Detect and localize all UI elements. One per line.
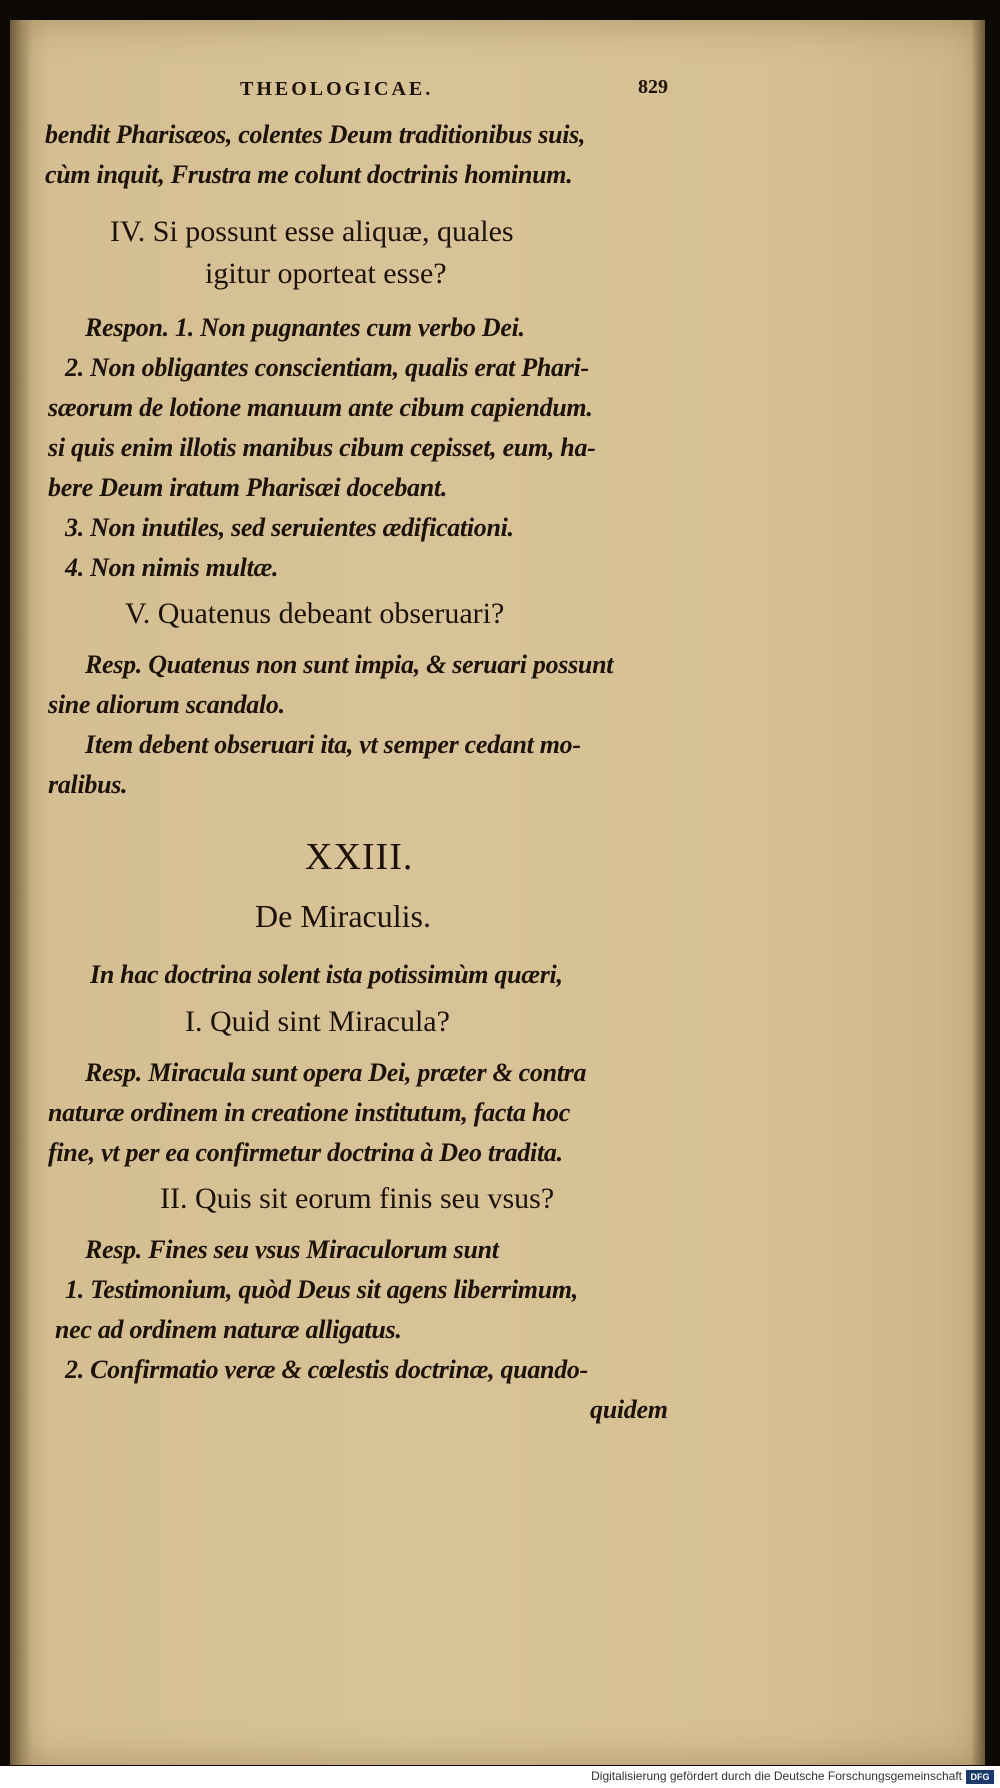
- text-line: 2. Non obligantes conscientiam, qualis erat Phari-: [65, 353, 589, 382]
- text-line: cùm inquit, Frustra me colunt doctrinis hominum.: [45, 160, 573, 189]
- text-line: 4. Non nimis multæ.: [65, 553, 279, 582]
- text-line: bendit Pharisæos, colentes Deum traditionibus suis,: [45, 120, 586, 149]
- text-line: fine, vt per ea confirmetur doctrina à Deo tradita.: [48, 1138, 563, 1167]
- text-line: 2. Confirmatio veræ & cœlestis doctrinæ, quando-: [65, 1355, 588, 1384]
- scan-border: [0, 0, 1000, 22]
- text-line: bere Deum iratum Pharisæi docebant.: [48, 473, 448, 502]
- page-number: 829: [638, 76, 668, 98]
- text-line: Item debent obseruari ita, vt semper cedant mo-: [85, 730, 581, 759]
- running-head: THEOLOGICAE.: [240, 78, 434, 100]
- page-edge-shadow: [971, 20, 985, 1765]
- text-line: 3. Non inutiles, sed seruientes ædificationi.: [65, 513, 514, 542]
- text-line: sæorum de lotione manuum ante cibum capiendum.: [48, 393, 593, 422]
- text-line: naturæ ordinem in creatione institutum, facta hoc: [48, 1098, 570, 1127]
- text-line: si quis enim illotis manibus cibum cepisset, eum, ha-: [48, 433, 596, 462]
- book-page: [10, 20, 985, 1765]
- question-heading: igitur oporteat esse?: [205, 257, 447, 290]
- text-line: Resp. Fines seu vsus Miraculorum sunt: [85, 1235, 499, 1264]
- text-line: nec ad ordinem naturæ alligatus.: [55, 1315, 402, 1344]
- text-line: 1. Testimonium, quòd Deus sit agens liberrimum,: [65, 1275, 578, 1304]
- text-line: In hac doctrina solent ista potissimùm quæri,: [90, 960, 563, 989]
- footer-credit: Digitalisierung gefördert durch die Deutsche Forschungsgemeinschaft: [591, 1769, 962, 1783]
- page-gutter-shadow: [10, 20, 32, 1765]
- dfg-logo: DFG: [966, 1770, 994, 1784]
- digitization-footer: [0, 1766, 1000, 1788]
- question-heading: IV. Si possunt esse aliquæ, quales: [110, 215, 514, 248]
- question-heading: V. Quatenus debeant obseruari?: [125, 597, 505, 630]
- chapter-title: De Miraculis.: [255, 898, 431, 934]
- question-heading: I. Quid sint Miracula?: [185, 1005, 450, 1038]
- text-line: Resp. Miracula sunt opera Dei, præter & contra: [85, 1058, 587, 1087]
- question-heading: II. Quis sit eorum finis seu vsus?: [160, 1182, 555, 1215]
- text-line: ralibus.: [48, 770, 128, 799]
- chapter-number: XXIII.: [305, 836, 414, 878]
- catchword: quidem: [590, 1395, 668, 1424]
- text-line: sine aliorum scandalo.: [48, 690, 285, 719]
- text-line: Resp. Quatenus non sunt impia, & seruari possunt: [85, 650, 614, 679]
- text-line: Respon. 1. Non pugnantes cum verbo Dei.: [85, 313, 525, 342]
